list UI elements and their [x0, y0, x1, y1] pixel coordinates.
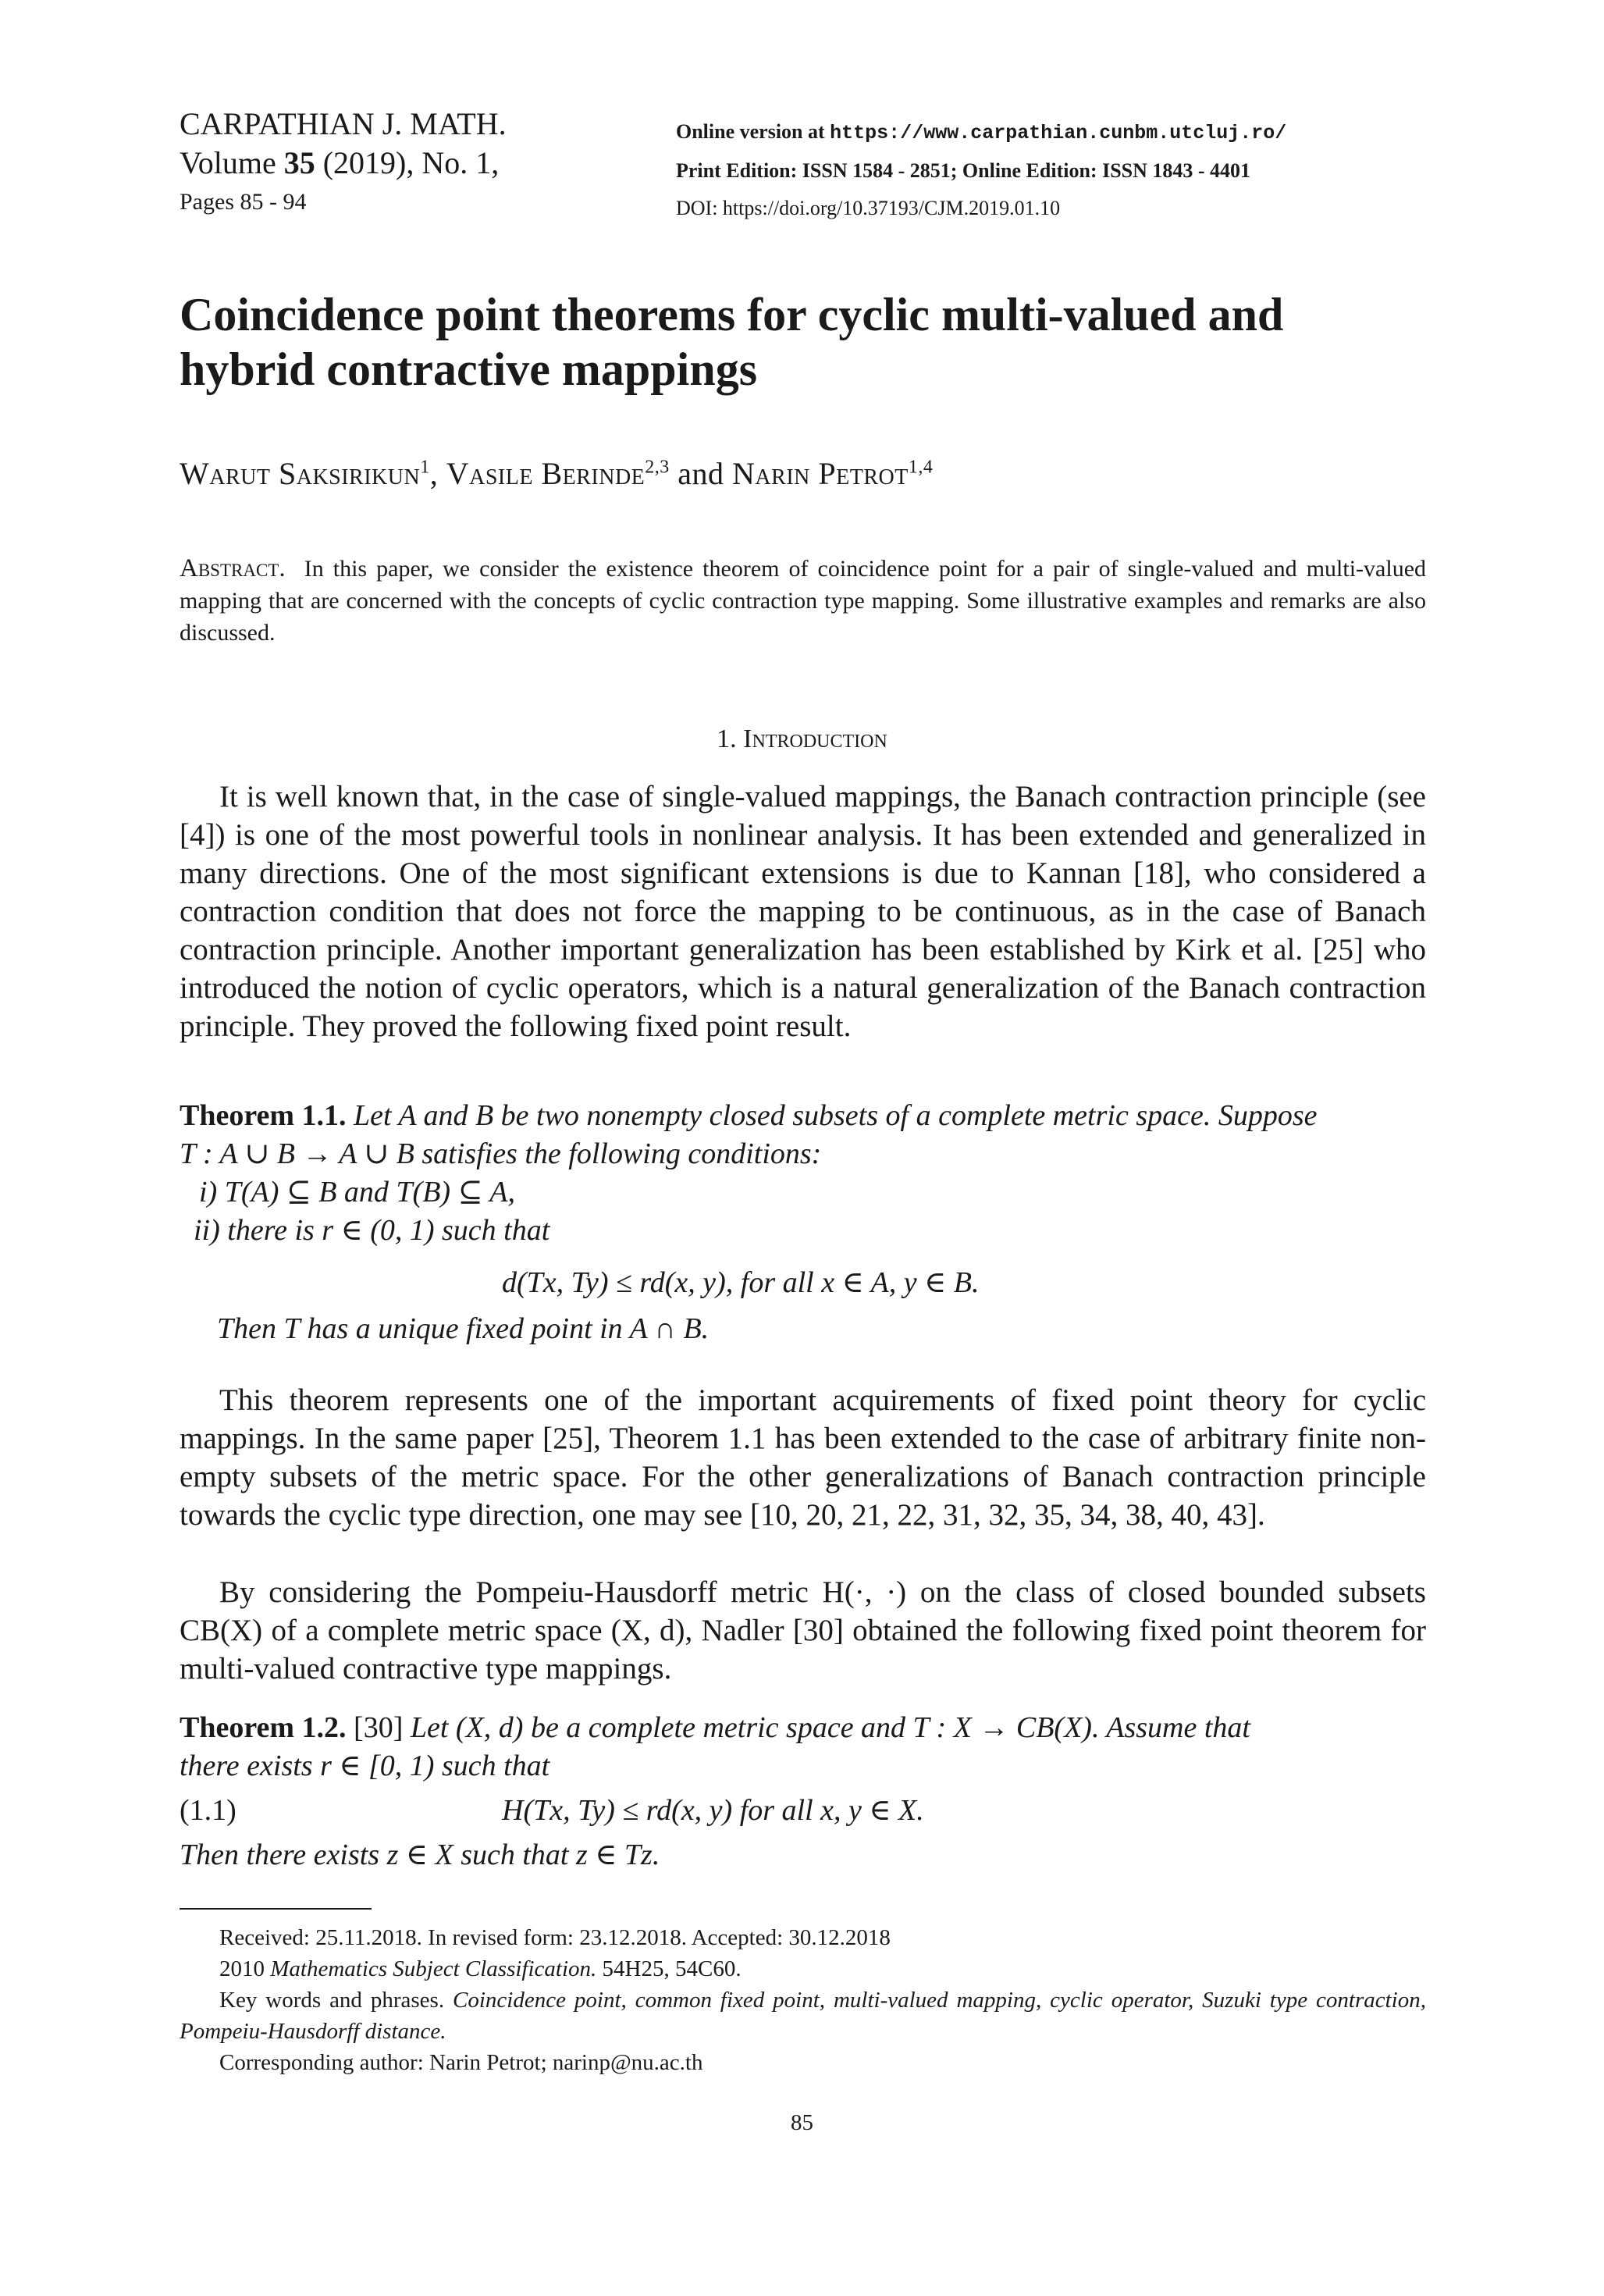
journal-name: CARPATHIAN J. MATH. — [180, 106, 507, 141]
equation-nadler: H(Tx, Ty) ≤ rd(x, y) for all x, y ∈ X. — [502, 1794, 924, 1827]
abstract-label: Abstract. — [180, 554, 286, 582]
intro-paragraph-1: It is well known that, in the case of single-valued mappings, the Banach contraction principle (see [4]) is one of the most powerful tools in nonlinear analysis. It has been extended and generalized in many directions. One of the most significant extensions is due to Kannan [18], who considered a contraction condition that does not force the mapping to be continuous, as in the case of Banach contraction principle. Another important generalization has been established by Kirk et al. [25] who introduced the notion of cyclic operators, which is a natural generalization of the Banach contraction principle. They proved the following fixed point result. — [180, 780, 1426, 1043]
author-list: Warut Saksirikun$^1$, Vasile Berinde$^{2,3}$ and Narin Petrot$^{1,4}$ — [180, 456, 934, 491]
issn-line: Print Edition: ISSN 1584 - 2851; Online Edition: ISSN 1843 - 4401 — [676, 159, 1251, 182]
author-3: Narin Petrot — [732, 456, 909, 491]
msc-classification: 2010 Mathematics Subject Classification. 54H25, 54C60. — [219, 1956, 742, 1981]
abstract-text: In this paper, we consider the existence theorem of coincidence point for a pair of single-valued and multi-valued mapping that are concerned with the concepts of cyclic contraction type mapping. Some illustrative examples and remarks are also discussed. — [180, 556, 1427, 646]
doi-line: DOI: https://doi.org/10.37193/CJM.2019.01.10 — [676, 197, 1061, 219]
theorem-label: Theorem 1.1. — [180, 1099, 347, 1132]
theorem-1-2: Theorem 1.2. [30] Let (X, d) be a complete metric space and T : X → CB(X). Assume that there exists r ∈ [0, 1) such that (1.1) H(Tx, Ty) ≤ rd(x, y) for all x, y ∈ X. Then there exists z ∈ X such that z ∈ Tz. — [180, 1711, 1250, 1871]
abstract — [180, 553, 1426, 649]
section-heading: 1. Introduction — [717, 724, 887, 753]
equation-cyclic-contraction: d(Tx, Ty) ≤ rd(x, y), for all x ∈ A, y ∈ B. — [502, 1266, 980, 1299]
footnote-rule — [180, 1908, 372, 1910]
journal-header — [180, 105, 507, 222]
keywords: Key words and phrases. Coincidence point, common fixed point, multi-valued mapping, cyclic operator, Suzuki type contraction, Pompeiu-Hausdorff distance. — [180, 1988, 1426, 2044]
author-1: Warut Saksirikun — [180, 456, 421, 491]
theorem-label: Theorem 1.2. — [180, 1711, 347, 1744]
equation-number: (1.1) — [180, 1794, 237, 1827]
corresponding-author: Corresponding author: Narin Petrot; narinp@nu.ac.th — [219, 2050, 703, 2075]
footnotes — [180, 1922, 1426, 2078]
publication-info — [676, 113, 1286, 227]
intro-paragraph-2: This theorem represents one of the important acquirements of fixed point theory for cyclic mappings. In the same paper [25], Theorem 1.1 has been extended to the case of arbitrary finite non-empty subsets of the metric space. For the other generalizations of Banach contraction principle towards the cyclic type direction, one may see [10, 20, 21, 22, 31, 32, 35, 34, 38, 40, 43]. — [180, 1383, 1426, 1532]
author-2: Vasile Berinde — [446, 456, 646, 491]
page-number: 85 — [791, 2110, 813, 2135]
intro-paragraph-3: By considering the Pompeiu-Hausdorff metric H(·, ·) on the class of closed bounded subsets CB(X) of a complete metric space (X, d), Nadler [30] obtained the following fixed point theorem for multi-valued contractive type mappings. — [180, 1575, 1426, 1686]
journal-volume: Volume 35 (2019), No. 1, — [180, 145, 500, 180]
journal-pages: Pages 85 - 94 — [180, 189, 307, 215]
online-version: Online version at https://www.carpathian.cunbm.utcluj.ro/ — [676, 120, 1287, 144]
theorem-1-1: Theorem 1.1. Let A and B be two nonempty closed subsets of a complete metric space. Suppose T : A ∪ B → A ∪ B satisfies the following conditions: i) T(A) ⊆ B and T(B) ⊆ A, ii) there is r ∈ (0, 1) such that d(Tx, Ty) ≤ rd(x, y), for all x ∈ A, y ∈ B. Then T has a unique fixed point in A ∩ B. — [180, 1097, 1426, 1348]
paper-title: Coincidence point theorems for cyclic multi-valued and hybrid contractive mappings — [180, 289, 1284, 395]
journal-url-link[interactable]: https://www.carpathian.cunbm.utcluj.ro/ — [830, 122, 1287, 144]
received-dates: Received: 25.11.2018. In revised form: 23.12.2018. Accepted: 30.12.2018 — [219, 1925, 891, 1950]
